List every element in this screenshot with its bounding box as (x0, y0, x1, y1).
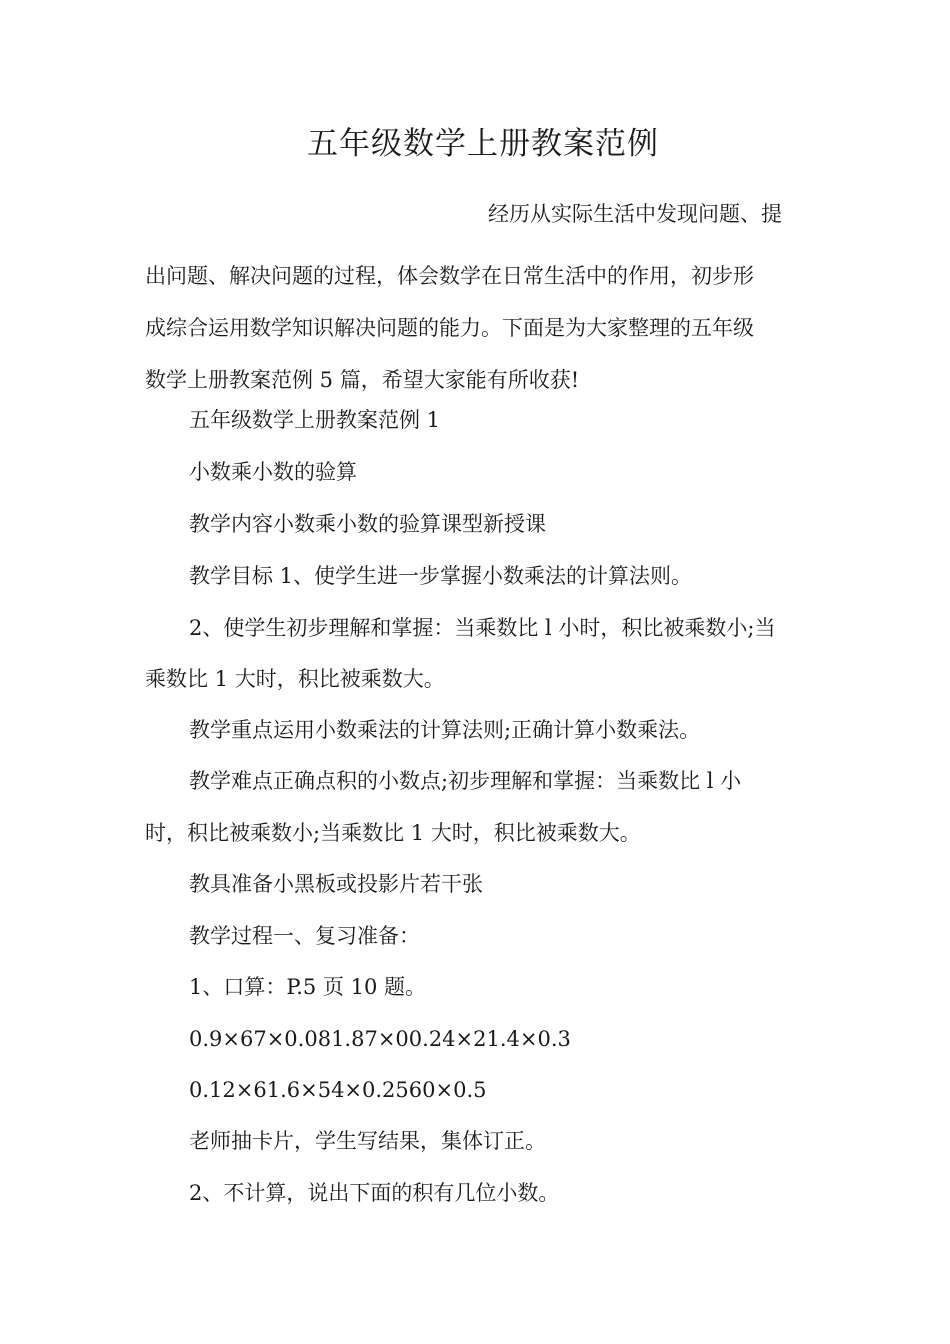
teacher-note: 老师抽卡片，学生写结果，集体订正。 (189, 1129, 546, 1153)
document-title: 五年级数学上册教案范例 (307, 126, 659, 162)
intro-line-1: 经历从实际生活中发现问题、提 (488, 202, 782, 226)
teaching-content: 教学内容小数乘小数的验算课型新授课 (189, 512, 546, 536)
teaching-difficulty-line-2: 时，积比被乘数小;当乘数比 1 大时，积比被乘数大。 (145, 821, 641, 845)
teaching-goal-1: 教学目标 1、使学生进一步掌握小数乘法的计算法则。 (189, 564, 693, 588)
intro-line-2: 出问题、解决问题的过程，体会数学在日常生活中的作用，初步形 (145, 264, 754, 288)
lesson-title: 小数乘小数的验算 (189, 460, 357, 484)
teaching-process: 教学过程一、复习准备： (189, 924, 420, 948)
oral-calculation: 1、口算：P.5 页 10 题。 (189, 975, 427, 999)
teaching-difficulty-line-1: 教学难点正确点积的小数点;初步理解和掌握：当乘数比 l 小 (189, 769, 742, 793)
teaching-aids: 教具准备小黑板或投影片若干张 (189, 872, 483, 896)
section-heading: 五年级数学上册教案范例 1 (189, 408, 441, 432)
teaching-goal-2-line-1: 2、使学生初步理解和掌握：当乘数比 l 小时，积比被乘数小;当 (189, 616, 776, 640)
exercise-row-1: 0.9×67×0.081.87×00.24×21.4×0.3 (189, 1027, 571, 1051)
teaching-goal-2-line-2: 乘数比 1 大时，积比被乘数大。 (145, 667, 445, 691)
exercise-row-2: 0.12×61.6×54×0.2560×0.5 (189, 1078, 487, 1102)
teaching-focus: 教学重点运用小数乘法的计算法则;正确计算小数乘法。 (189, 718, 701, 742)
decimal-places-question: 2、不计算，说出下面的积有几位小数。 (189, 1181, 560, 1205)
intro-paragraph (145, 250, 810, 406)
intro-line-4: 数学上册教案范例 5 篇，希望大家能有所收获! (145, 368, 580, 392)
intro-line-3: 成综合运用数学知识解决问题的能力。下面是为大家整理的五年级 (145, 316, 754, 340)
